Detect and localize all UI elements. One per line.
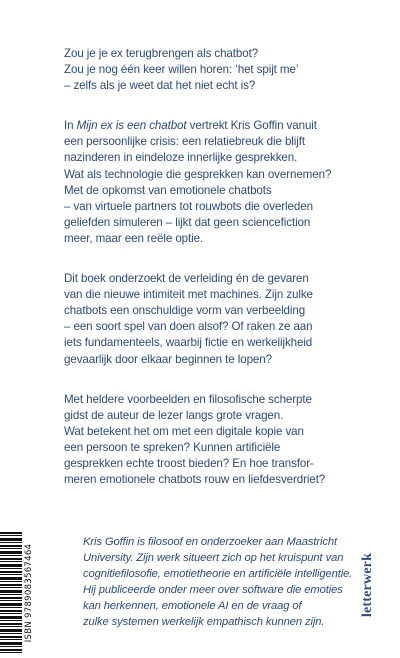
summary-line: Wat als technologie die gesprekken kan overnemen? (64, 167, 332, 181)
research-line: gevaarlijk door elkaar beginnen te lopen? (64, 352, 272, 366)
questions-line: Met heldere voorbeelden en filosofische scherpte (64, 392, 312, 406)
bio-line: Hij publiceerde onder meer over software die emoties (83, 583, 343, 596)
intro-line: – zelfs als je weet dat het niet echt is? (64, 79, 256, 93)
back-cover-text (64, 46, 374, 488)
bio-line: kan herkennen, emotionele AI en de vraag of (83, 599, 302, 612)
research-paragraph (64, 271, 374, 368)
questions-line: Wat betekent het om met een digitale kopie van (64, 424, 304, 438)
bio-line: zulke systemen werkelijk empathisch kunnen zijn. (83, 615, 325, 628)
isbn-label-wrap (22, 532, 36, 654)
research-line: van die nieuwe intimiteit met machines. Zijn zulke (64, 288, 313, 302)
summary-line: meer, maar een reële optie. (64, 231, 204, 245)
barcode-icon (0, 532, 22, 654)
research-line: – een soort spel van doen alsof? Of raken ze aan (64, 320, 313, 334)
research-line: Dit boek onderzoekt de verleiding én de gevaren (64, 272, 309, 286)
questions-line: meren emotionele chatbots rouw en liefdesverdriet? (64, 473, 326, 487)
author-bio (83, 535, 355, 630)
summary-line: een persoonlijke crisis: een relatiebreuk die blijft (64, 135, 305, 149)
intro-line: Zou je nog één keer willen horen: ‘het spijt me’ (64, 63, 299, 77)
summary-first-line (64, 118, 374, 134)
bio-line: cognitiefilosofie, emotietheorie en artificiële intelligentie. (83, 567, 353, 580)
intro-paragraph (64, 46, 374, 94)
bio-line: Kris Goffin is filosoof en onderzoeker aan Maastricht (83, 536, 338, 548)
summary-line: – van virtuele partners tot rouwbots die overleden (64, 199, 313, 213)
questions-paragraph (64, 392, 374, 489)
isbn-barcode (0, 532, 36, 654)
publisher-name: letterwerk (360, 552, 375, 618)
summary-first-rest: vertrekt Kris Goffin vanuit (186, 119, 317, 133)
questions-line: een persoon te spreken? Kunnen artificiële (64, 440, 281, 454)
summary-prefix: In (64, 119, 77, 133)
summary-line: nazinderen in eindeloze innerlijke gesprekken. (64, 151, 298, 165)
isbn-label: ISBN 9789083567464 (24, 543, 34, 643)
summary-line: geliefden simuleren – lijkt dat geen sciencefiction (64, 215, 311, 229)
intro-line: Zou je je ex terugbrengen als chatbot? (64, 47, 259, 60)
summary-line: Met de opkomst van emotionele chatbots (64, 183, 272, 197)
summary-paragraph (64, 118, 374, 247)
questions-line: gesprekken echte troost bieden? En hoe transfor- (64, 456, 314, 470)
book-title: Mijn ex is een chatbot (76, 119, 187, 133)
publisher-logo (358, 540, 378, 630)
questions-line: gidst de auteur de lezer langs grote vragen. (64, 408, 284, 422)
research-line: iets fundamenteels, waarbij fictie en werkelijkheid (64, 336, 313, 350)
research-line: chatbots een onschuldige vorm van verbeelding (64, 304, 306, 318)
bio-line: University. Zijn werk situeert zich op het kruispunt van (83, 551, 344, 564)
